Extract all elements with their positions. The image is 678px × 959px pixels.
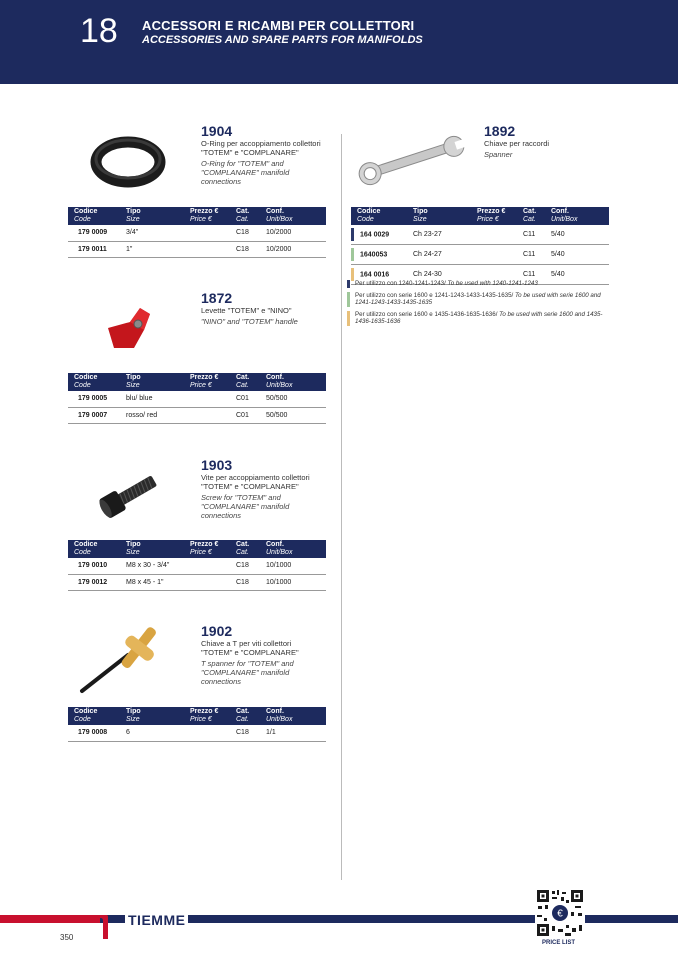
- cell-size: 3/4": [120, 225, 184, 241]
- cell-cat: C11: [517, 265, 545, 285]
- product-desc-it: Chiave per raccordi: [484, 139, 550, 148]
- cell-size: 1": [120, 241, 184, 257]
- cell-cat: C11: [517, 225, 545, 245]
- table-row: [68, 574, 326, 590]
- cell-price: [184, 241, 230, 257]
- table-row: [68, 407, 326, 423]
- col-price: Prezzo € Price €: [184, 373, 230, 391]
- cell-price: [184, 558, 230, 574]
- cell-code: 179 0005: [68, 391, 120, 407]
- cell-code: 179 0010: [68, 558, 120, 574]
- cell-code: 164 0029: [351, 225, 407, 245]
- table-header-row: [68, 373, 326, 391]
- table-header-row: [351, 207, 609, 225]
- cell-cat: C18: [230, 574, 260, 590]
- cell-price: [184, 725, 230, 741]
- cell-price: [184, 391, 230, 407]
- series-marker: [351, 248, 354, 261]
- table-row: [68, 558, 326, 574]
- product-desc-it: Vite per accoppiamento collettori "TOTEM" e "COMPLANARE": [201, 473, 310, 491]
- col-box: Conf. Unit/Box: [260, 207, 326, 225]
- col-cat: Cat. Cat.: [230, 373, 260, 391]
- cell-box: 1/1: [260, 725, 326, 741]
- cell-size: rosso/ red: [120, 407, 184, 423]
- cell-cat: C01: [230, 391, 260, 407]
- footer-red-bar: [0, 915, 100, 923]
- table-row: [68, 725, 326, 741]
- chapter-number: 18: [80, 12, 118, 50]
- oring-image: [88, 132, 168, 192]
- col-price: Prezzo € Price €: [184, 707, 230, 725]
- product-table-1904: [68, 207, 326, 258]
- col-cat: Cat. Cat.: [230, 540, 260, 558]
- table-row: [68, 225, 326, 241]
- product-1892: [484, 124, 604, 159]
- cell-code: 164 0016: [351, 265, 407, 285]
- col-box: Conf. Unit/Box: [260, 707, 326, 725]
- product-code: 1872: [201, 290, 233, 306]
- page-header: [0, 0, 678, 84]
- cell-code: 179 0012: [68, 574, 120, 590]
- col-box: Conf. Unit/Box: [260, 540, 326, 558]
- col-size: Tipo Size: [120, 707, 184, 725]
- product-code: 1902: [201, 623, 233, 639]
- column-divider: [341, 134, 342, 880]
- cell-cat: C01: [230, 407, 260, 423]
- table-row: [351, 245, 609, 265]
- col-box: Conf. Unit/Box: [260, 373, 326, 391]
- product-desc-en: Spanner: [484, 150, 513, 159]
- table-header-row: [68, 540, 326, 558]
- cell-box: 10/1000: [260, 558, 326, 574]
- brand-logo: TIEMME: [125, 912, 188, 928]
- product-table-1892: [351, 207, 609, 285]
- table-row: [68, 241, 326, 257]
- note-2: Per utilizzo con serie 1600 e 1241-1243-1433-1435-1635/ To be used with serie 1600 and 1241-1243-1433-1435-1635: [347, 292, 609, 307]
- cell-code: 179 0009: [68, 225, 120, 241]
- col-code: Codice Code: [68, 707, 120, 725]
- cell-box: 5/40: [545, 245, 609, 265]
- usage-notes: [347, 280, 609, 330]
- cell-size: blu/ blue: [120, 391, 184, 407]
- cell-code: 1640053: [351, 245, 407, 265]
- cell-box: 10/2000: [260, 241, 326, 257]
- cell-box: 5/40: [545, 225, 609, 245]
- product-table-1872: [68, 373, 326, 424]
- cell-cat: C18: [230, 225, 260, 241]
- col-cat: Cat. Cat.: [517, 207, 545, 225]
- product-1903: [201, 458, 321, 520]
- table-header-row: [68, 207, 326, 225]
- cell-box: 50/500: [260, 391, 326, 407]
- col-code: Codice Code: [68, 207, 120, 225]
- chapter-title-it: ACCESSORI E RICAMBI PER COLLETTORI: [142, 18, 415, 33]
- t-spanner-image: [78, 625, 180, 695]
- cell-size: Ch 24-30: [407, 265, 471, 285]
- col-box: Conf. Unit/Box: [545, 207, 609, 225]
- note-1: Per utilizzo con 1240-1241-1243/ To be used with 1240-1241-1243: [347, 280, 609, 288]
- col-size: Tipo Size: [120, 207, 184, 225]
- note-3: Per utilizzo con serie 1600 e 1435-1436-1635-1636/ To be used with serie 1600 and 1435-1436-1635-1636: [347, 311, 609, 326]
- table-header-row: [68, 707, 326, 725]
- product-1904: [201, 124, 321, 186]
- cell-cat: C18: [230, 241, 260, 257]
- footer-hook-icon: [86, 915, 108, 945]
- spanner-image: [352, 130, 472, 190]
- col-size: Tipo Size: [120, 373, 184, 391]
- product-1902: [201, 624, 321, 686]
- screw-image: [96, 470, 162, 520]
- cell-box: 5/40: [545, 265, 609, 285]
- product-desc-en: "NINO" and "TOTEM" handle: [201, 317, 298, 326]
- product-desc-it: Chiave a T per viti collettori "TOTEM" e "COMPLANARE": [201, 639, 299, 657]
- product-code: 1903: [201, 457, 233, 473]
- cell-size: 6: [120, 725, 184, 741]
- handle-image: [100, 300, 160, 355]
- cell-price: [471, 245, 517, 265]
- cell-price: [184, 407, 230, 423]
- table-row: [68, 391, 326, 407]
- product-1872: [201, 291, 331, 326]
- cell-size: Ch 24-27: [407, 245, 471, 265]
- col-price: Prezzo € Price €: [184, 540, 230, 558]
- product-code: 1892: [484, 123, 516, 139]
- cell-code: 179 0011: [68, 241, 120, 257]
- qr-code-icon[interactable]: [535, 888, 585, 938]
- cell-size: M8 x 45 - 1": [120, 574, 184, 590]
- col-cat: Cat. Cat.: [230, 207, 260, 225]
- cell-box: 10/2000: [260, 225, 326, 241]
- col-size: Tipo Size: [120, 540, 184, 558]
- cell-size: M8 x 30 - 3/4": [120, 558, 184, 574]
- product-desc-en: O-Ring for "TOTEM" and "COMPLANARE" manifold connections: [201, 159, 290, 186]
- col-size: Tipo Size: [407, 207, 471, 225]
- product-desc-it: Levette "TOTEM" e "NINO": [201, 306, 292, 315]
- col-code: Codice Code: [68, 540, 120, 558]
- product-table-1902: [68, 707, 326, 742]
- cell-price: [184, 574, 230, 590]
- product-table-1903: [68, 540, 326, 591]
- page-number: 350: [60, 933, 74, 942]
- col-price: Prezzo € Price €: [471, 207, 517, 225]
- cell-cat: C18: [230, 558, 260, 574]
- cell-code: 179 0008: [68, 725, 120, 741]
- product-code: 1904: [201, 123, 233, 139]
- cell-size: Ch 23-27: [407, 225, 471, 245]
- col-code: Codice Code: [351, 207, 407, 225]
- series-marker: [351, 228, 354, 241]
- product-desc-en: T spanner for "TOTEM" and "COMPLANARE" manifold connections: [201, 659, 294, 686]
- cell-price: [184, 225, 230, 241]
- col-code: Codice Code: [68, 373, 120, 391]
- cell-code: 179 0007: [68, 407, 120, 423]
- product-desc-en: Screw for "TOTEM" and "COMPLANARE" manifold connections: [201, 493, 290, 520]
- col-cat: Cat. Cat.: [230, 707, 260, 725]
- chapter-title-en: ACCESSORIES AND SPARE PARTS FOR MANIFOLDS: [142, 34, 423, 46]
- note-marker: [347, 280, 350, 288]
- cell-price: [471, 225, 517, 245]
- note-marker: [347, 311, 350, 326]
- col-price: Prezzo € Price €: [184, 207, 230, 225]
- cell-cat: C11: [517, 245, 545, 265]
- product-desc-it: O-Ring per accoppiamento collettori "TOTEM" e "COMPLANARE": [201, 139, 321, 157]
- cell-box: 10/1000: [260, 574, 326, 590]
- note-marker: [347, 292, 350, 307]
- table-row: [351, 225, 609, 245]
- cell-box: 50/500: [260, 407, 326, 423]
- price-list-label: PRICE LIST: [542, 940, 576, 946]
- cell-cat: C18: [230, 725, 260, 741]
- svg-text:€: €: [557, 908, 563, 920]
